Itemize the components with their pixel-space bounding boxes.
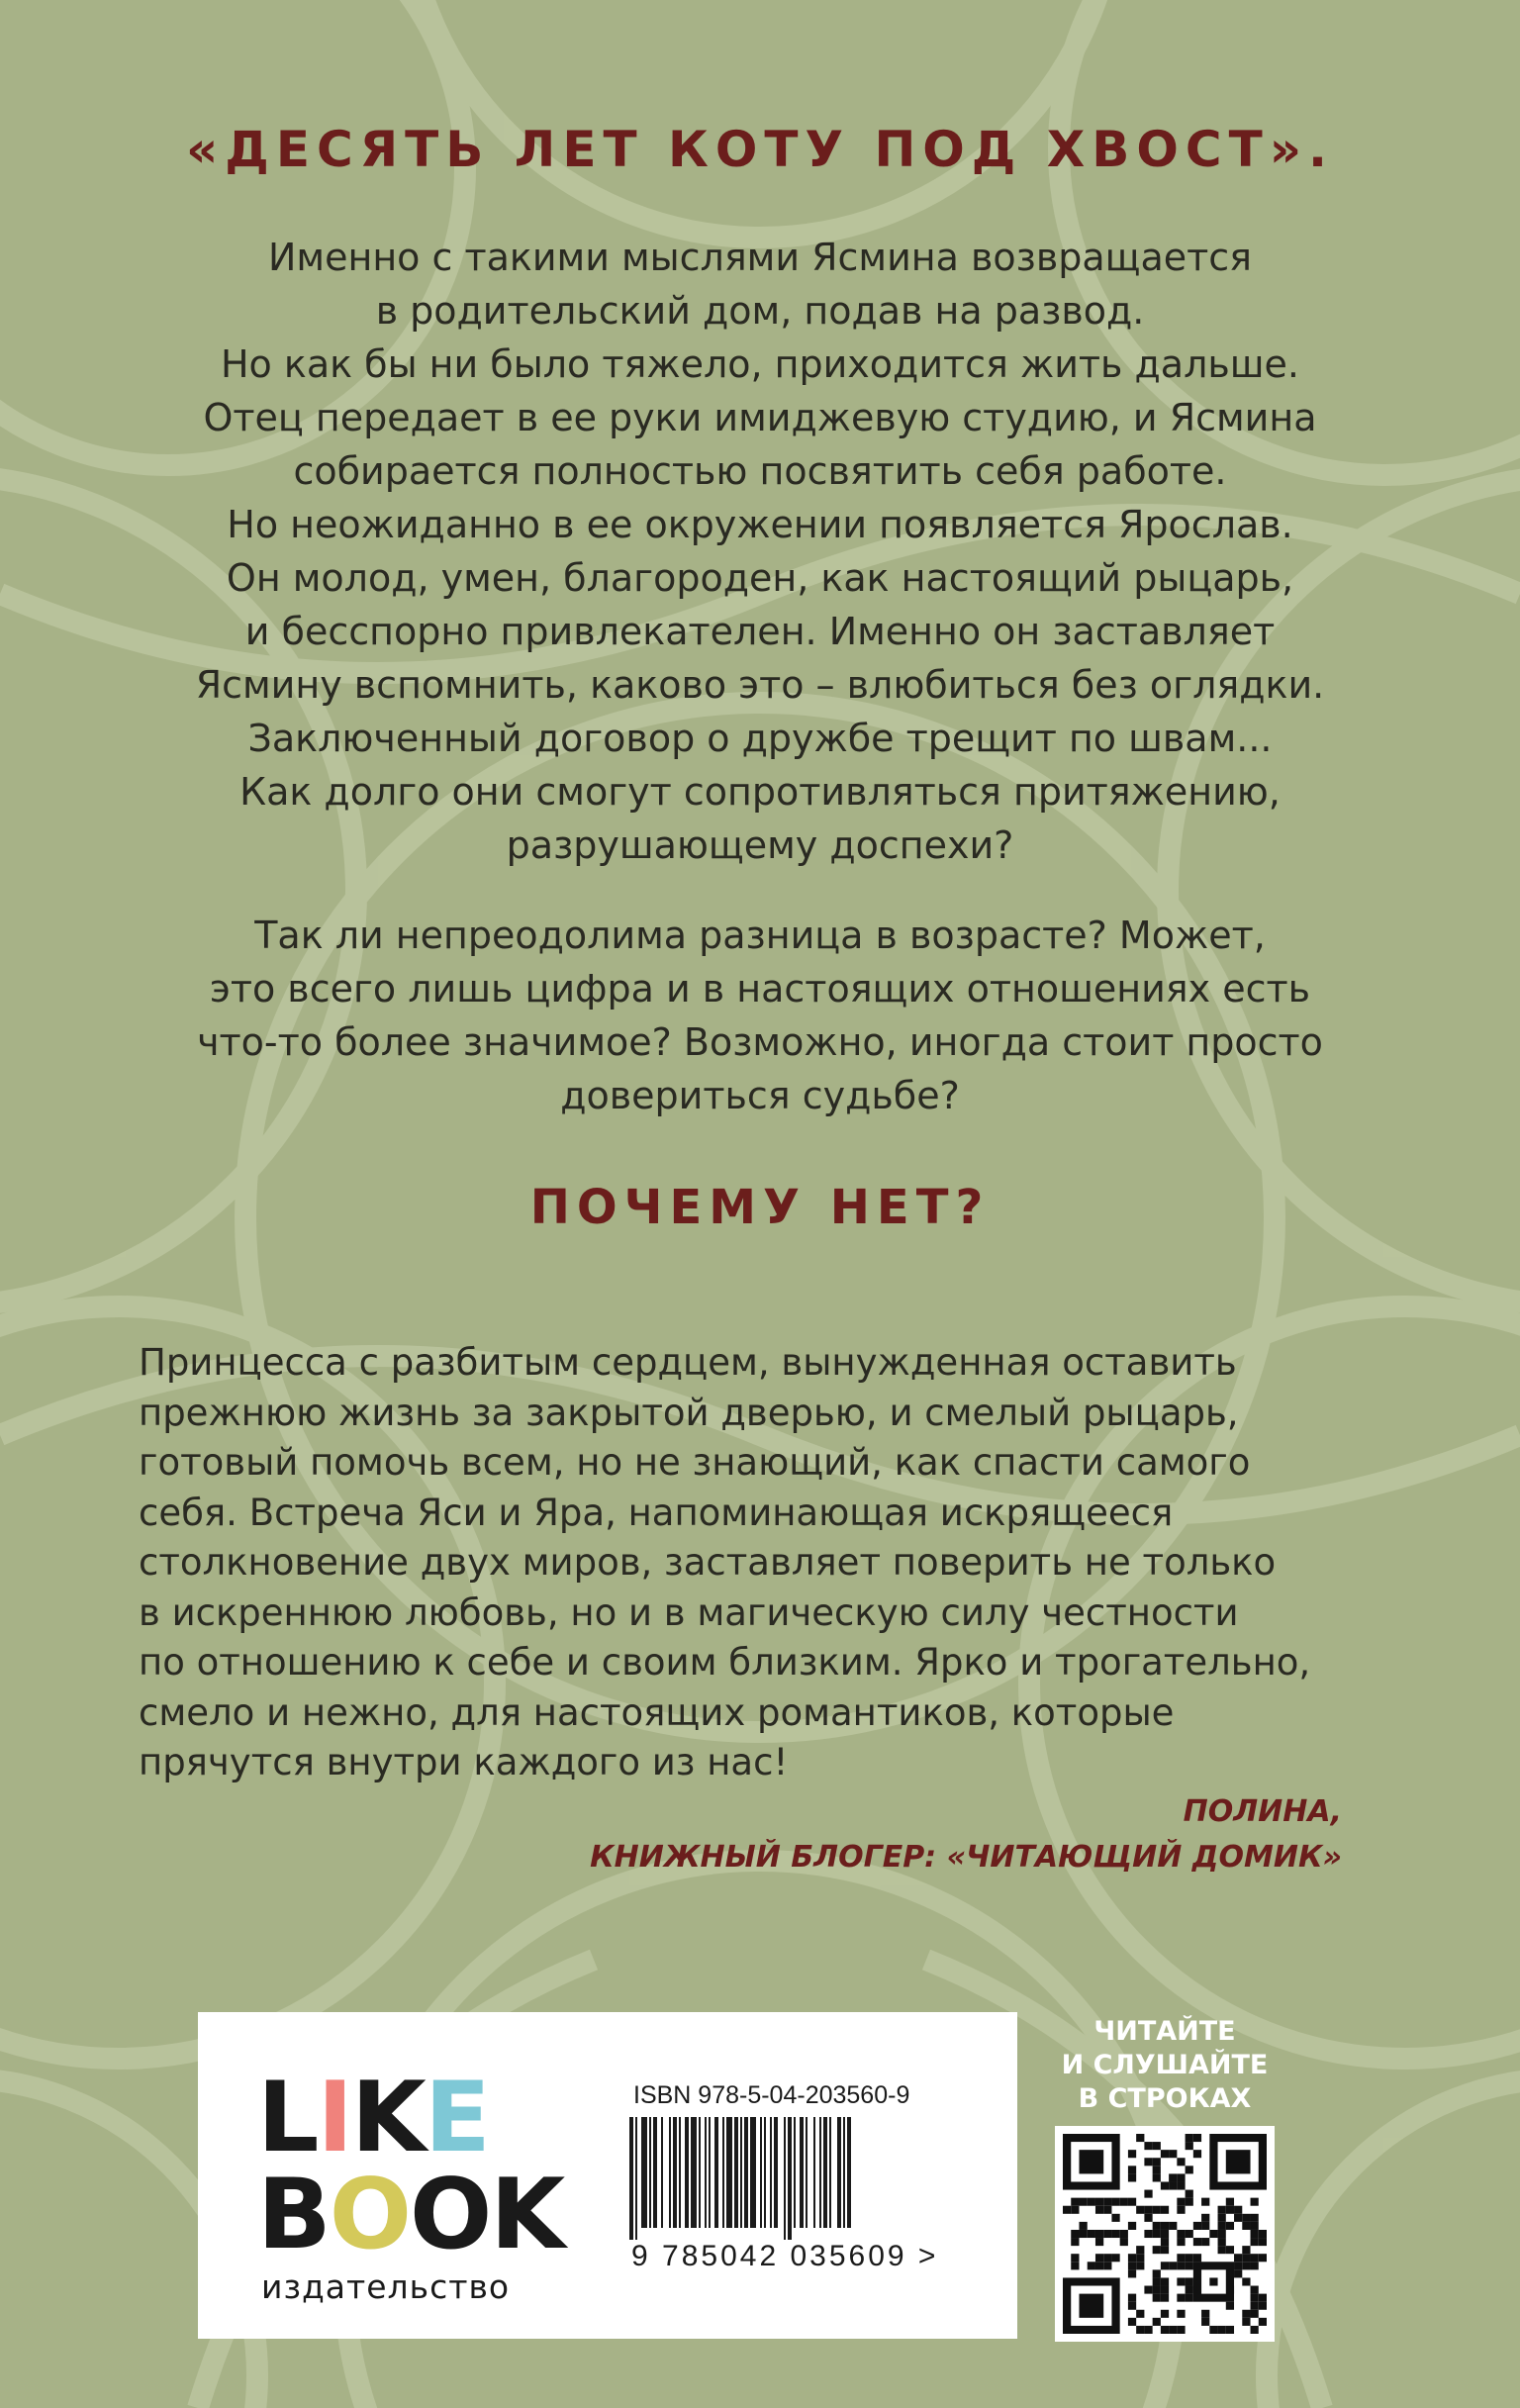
synopsis-line: Именно с такими мыслями Ясмина возвращается	[268, 236, 1252, 279]
synopsis-line: Как долго они смогут сопротивляться притяжению,	[239, 770, 1281, 814]
question-line: Так ли непреодолима разница в возрасте? Может,	[254, 914, 1266, 957]
synopsis-line: Заключенный договор о дружбе трещит по швам...	[247, 717, 1273, 760]
barcode-bars	[623, 2117, 950, 2240]
review-line: столкновение двух миров, заставляет поверить не только	[139, 1541, 1277, 1584]
synopsis-line: Но неожиданно в ее окружении появляется Ярослав.	[227, 503, 1293, 546]
synopsis-line: Но как бы ни было тяжело, приходится жить дальше.	[220, 342, 1299, 386]
isbn-label: ISBN 978-5-04-203560-9	[633, 2081, 910, 2109]
question-paragraph	[139, 909, 1381, 1122]
question-line: довериться судьбе?	[560, 1074, 960, 1117]
qr-code-icon	[1063, 2134, 1267, 2334]
review-line: в искреннюю любовь, но и в магическую силу честности	[139, 1590, 1239, 1634]
qr-code	[1055, 2126, 1275, 2342]
attribution-line: ПОЛИНА,	[1183, 1794, 1342, 1829]
qr-section	[1051, 2015, 1279, 2116]
question-line: что-то более значимое? Возможно, иногда стоит просто	[197, 1020, 1323, 1064]
qr-caption-line: ЧИТАЙТЕ	[1093, 2016, 1236, 2047]
review-line: прежнюю жизнь за закрытой дверью, и смелый рыцарь,	[139, 1391, 1239, 1434]
logo-subtitle: издательство	[261, 2267, 511, 2306]
logo-like-word: LIKE	[257, 2062, 489, 2174]
synopsis-line: Он молод, умен, благороден, как настоящий рыцарь,	[226, 556, 1294, 600]
review-line: по отношению к себе и своим близким. Ярко и трогательно,	[139, 1641, 1311, 1684]
review-line: прячутся внутри каждого из нас!	[139, 1741, 789, 1783]
synopsis-line: и бесспорно привлекателен. Именно он заставляет	[244, 610, 1276, 653]
publisher-panel	[198, 2012, 1017, 2339]
qr-caption	[1051, 2015, 1279, 2116]
synopsis-line: Ясмину вспомнить, каково это – влюбиться без оглядки.	[195, 663, 1325, 707]
attribution-line: КНИЖНЫЙ БЛОГЕР: «ЧИТАЮЩИЙ ДОМИК»	[590, 1840, 1342, 1875]
review-line: смело и нежно, для настоящих романтиков, которые	[139, 1690, 1175, 1734]
barcode-digits: 9 785042 035609 >	[631, 2240, 939, 2272]
review-line: себя. Встреча Яси и Яра, напоминающая искрящееся	[139, 1491, 1174, 1534]
logo-book-word: BOOK	[257, 2159, 564, 2271]
book-tagline-title: «ДЕСЯТЬ ЛЕТ КОТУ ПОД ХВОСТ».	[186, 121, 1334, 178]
synopsis-line: в родительский дом, подав на развод.	[375, 289, 1145, 333]
review-attribution	[590, 1789, 1342, 1880]
synopsis-line: Отец передает в ее руки имиджевую студию, и Ясмина	[203, 396, 1317, 439]
qr-caption-line: В СТРОКАХ	[1078, 2083, 1252, 2114]
review-line: Принцесса с разбитым сердцем, вынужденная оставить	[139, 1341, 1237, 1384]
isbn-barcode	[623, 2081, 990, 2279]
review-line: готовый помочь всем, но не знающий, как спасти самого	[139, 1441, 1251, 1484]
likebook-logo	[257, 2062, 564, 2306]
why-not-heading: ПОЧЕМУ НЕТ?	[529, 1180, 991, 1235]
synopsis-paragraph	[139, 231, 1381, 872]
question-line: это всего лишь цифра и в настоящих отношениях есть	[209, 967, 1311, 1011]
review-paragraph	[139, 1338, 1385, 1788]
qr-caption-line: И СЛУШАЙТЕ	[1061, 2050, 1269, 2080]
synopsis-line: разрушающему доспехи?	[506, 823, 1014, 867]
synopsis-line: собирается полностью посвятить себя работе.	[293, 449, 1227, 493]
